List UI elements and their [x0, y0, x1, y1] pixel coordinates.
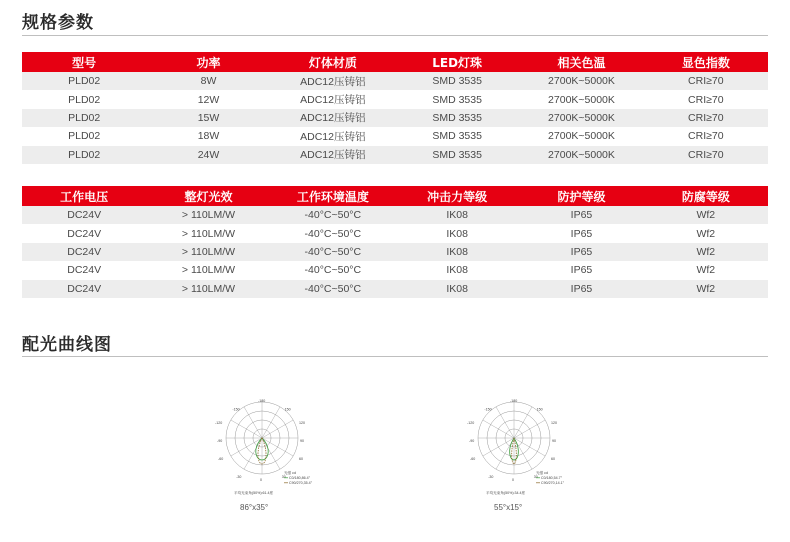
- beam-angle-note: 平均光束角(50%):61.4度: [234, 491, 274, 495]
- polar-spoke: [231, 438, 262, 456]
- table-cell: Wf2: [644, 206, 768, 224]
- table-cell: 24W: [146, 146, 270, 164]
- angle-label: -150: [484, 407, 492, 412]
- table-cell: DC24V: [22, 280, 146, 298]
- polar-spoke: [514, 420, 545, 438]
- unit-label: 光强 cd: [284, 471, 296, 475]
- curve-section-title: 配光曲线图: [22, 335, 112, 355]
- table-header-row: [22, 52, 768, 72]
- light-distribution-diagram: [458, 398, 578, 502]
- column-header: 防腐等级: [644, 186, 768, 206]
- angle-label: -180: [510, 399, 518, 403]
- table-cell: IK08: [395, 243, 519, 261]
- spec-title-divider: [22, 35, 768, 36]
- angle-label: -60: [218, 456, 224, 461]
- polar-spoke: [262, 407, 280, 438]
- table-cell: > 110LM/W: [146, 243, 270, 261]
- table-cell: IK08: [395, 206, 519, 224]
- table-cell: DC24V: [22, 261, 146, 279]
- table-cell: > 110LM/W: [146, 261, 270, 279]
- table-cell: -40°C~50°C: [271, 261, 395, 279]
- table-cell: ADC12压铸铝: [271, 109, 395, 127]
- angle-label: 60: [299, 456, 303, 461]
- table-cell: Wf2: [644, 261, 768, 279]
- angle-label: -120: [467, 420, 475, 425]
- angle-label: -90: [217, 439, 223, 443]
- column-header: LED灯珠: [395, 52, 519, 72]
- legend-label: C90/270,35.4°: [289, 481, 313, 485]
- table-cell: Wf2: [644, 243, 768, 261]
- table-cell: > 110LM/W: [146, 224, 270, 242]
- table-cell: CRI≥70: [644, 72, 768, 90]
- polar-spoke: [496, 407, 514, 438]
- column-header: 冲击力等级: [395, 186, 519, 206]
- angle-label: -30: [488, 475, 494, 479]
- diagram-caption: 86°x35°: [240, 503, 269, 512]
- table-row: [22, 243, 768, 261]
- angle-label: 90: [552, 439, 556, 443]
- table-cell: PLD02: [22, 127, 146, 145]
- table-cell: -40°C~50°C: [271, 280, 395, 298]
- column-header: 功率: [146, 52, 270, 72]
- diagram-caption: 55°x15°: [494, 503, 523, 512]
- legend-label: C0/180,86.4°: [289, 476, 311, 480]
- table-row: [22, 224, 768, 242]
- angle-label: -120: [215, 420, 223, 425]
- polar-spoke: [231, 420, 262, 438]
- table-cell: DC24V: [22, 206, 146, 224]
- legend-label: C90/270,14.1°: [541, 481, 565, 485]
- light-distribution-diagram: [206, 398, 326, 502]
- table-cell: Wf2: [644, 280, 768, 298]
- table-cell: -40°C~50°C: [271, 224, 395, 242]
- table-cell: 2700K~5000K: [519, 127, 643, 145]
- table-cell: > 110LM/W: [146, 280, 270, 298]
- polar-spoke: [514, 407, 532, 438]
- table-cell: CRI≥70: [644, 109, 768, 127]
- polar-spoke: [262, 420, 293, 438]
- table-cell: DC24V: [22, 243, 146, 261]
- table-cell: DC24V: [22, 224, 146, 242]
- table-cell: IP65: [519, 243, 643, 261]
- table-cell: 12W: [146, 90, 270, 108]
- spec-table-2: [22, 186, 768, 298]
- unit-label: 光强 cd: [536, 471, 548, 475]
- angle-label: 0: [512, 478, 514, 482]
- column-header: 相关色温: [519, 52, 643, 72]
- table-cell: IK08: [395, 280, 519, 298]
- angle-label: 150: [284, 407, 291, 412]
- polar-spoke: [483, 420, 514, 438]
- polar-spoke: [262, 438, 293, 456]
- table-cell: IP65: [519, 206, 643, 224]
- table-cell: ADC12压铸铝: [271, 127, 395, 145]
- table-cell: IK08: [395, 224, 519, 242]
- column-header: 工作环境温度: [271, 186, 395, 206]
- table-cell: IP65: [519, 224, 643, 242]
- spec-section-title: 规格参数: [22, 13, 94, 33]
- polar-spoke: [262, 438, 280, 469]
- table-cell: ADC12压铸铝: [271, 72, 395, 90]
- table-row: [22, 72, 768, 90]
- table-cell: PLD02: [22, 109, 146, 127]
- angle-label: -150: [232, 407, 240, 412]
- angle-label: 90: [300, 439, 304, 443]
- table-cell: SMD 3535: [395, 127, 519, 145]
- table-cell: Wf2: [644, 224, 768, 242]
- angle-label: -60: [470, 456, 476, 461]
- table-cell: SMD 3535: [395, 72, 519, 90]
- angle-label: 60: [551, 456, 555, 461]
- table-cell: PLD02: [22, 72, 146, 90]
- angle-label: 120: [299, 420, 305, 425]
- column-header: 显色指数: [644, 52, 768, 72]
- table-cell: CRI≥70: [644, 146, 768, 164]
- table-cell: SMD 3535: [395, 109, 519, 127]
- angle-label: 30: [533, 475, 538, 479]
- table-cell: IP65: [519, 261, 643, 279]
- column-header: 型号: [22, 52, 146, 72]
- table-row: [22, 146, 768, 164]
- polar-spoke: [244, 438, 262, 469]
- table-row: [22, 90, 768, 108]
- table-cell: 8W: [146, 72, 270, 90]
- table-cell: 2700K~5000K: [519, 90, 643, 108]
- table-cell: SMD 3535: [395, 146, 519, 164]
- column-header: 防护等级: [519, 186, 643, 206]
- table-cell: CRI≥70: [644, 127, 768, 145]
- table-cell: IP65: [519, 280, 643, 298]
- table-cell: 2700K~5000K: [519, 146, 643, 164]
- table-header-row: [22, 186, 768, 206]
- angle-label: -30: [236, 475, 242, 479]
- table-cell: ADC12压铸铝: [271, 90, 395, 108]
- angle-label: -180: [258, 399, 266, 403]
- angle-label: 120: [551, 420, 557, 425]
- table-cell: -40°C~50°C: [271, 243, 395, 261]
- table-cell: 15W: [146, 109, 270, 127]
- table-cell: > 110LM/W: [146, 206, 270, 224]
- table-row: [22, 127, 768, 145]
- polar-spoke: [514, 438, 545, 456]
- angle-label: 0: [260, 478, 262, 482]
- table-row: [22, 206, 768, 224]
- table-cell: 2700K~5000K: [519, 72, 643, 90]
- column-header: 灯体材质: [271, 52, 395, 72]
- table-cell: IK08: [395, 261, 519, 279]
- angle-label: 30: [281, 475, 286, 479]
- spec-table-1: [22, 52, 768, 164]
- beam-angle-note: 平均光束角(50%):34.4度: [486, 491, 526, 495]
- table-cell: PLD02: [22, 146, 146, 164]
- table-cell: CRI≥70: [644, 90, 768, 108]
- table-cell: PLD02: [22, 90, 146, 108]
- table-cell: 2700K~5000K: [519, 109, 643, 127]
- polar-spoke: [483, 438, 514, 456]
- table-cell: SMD 3535: [395, 90, 519, 108]
- curve-title-divider: [22, 356, 768, 357]
- table-row: [22, 280, 768, 298]
- table-cell: 18W: [146, 127, 270, 145]
- table-row: [22, 261, 768, 279]
- legend-label: C0/180,54.7°: [541, 476, 563, 480]
- column-header: 工作电压: [22, 186, 146, 206]
- polar-spoke: [244, 407, 262, 438]
- angle-label: 150: [536, 407, 543, 412]
- table-cell: -40°C~50°C: [271, 206, 395, 224]
- column-header: 整灯光效: [146, 186, 270, 206]
- angle-label: -90: [469, 439, 475, 443]
- table-cell: ADC12压铸铝: [271, 146, 395, 164]
- table-row: [22, 109, 768, 127]
